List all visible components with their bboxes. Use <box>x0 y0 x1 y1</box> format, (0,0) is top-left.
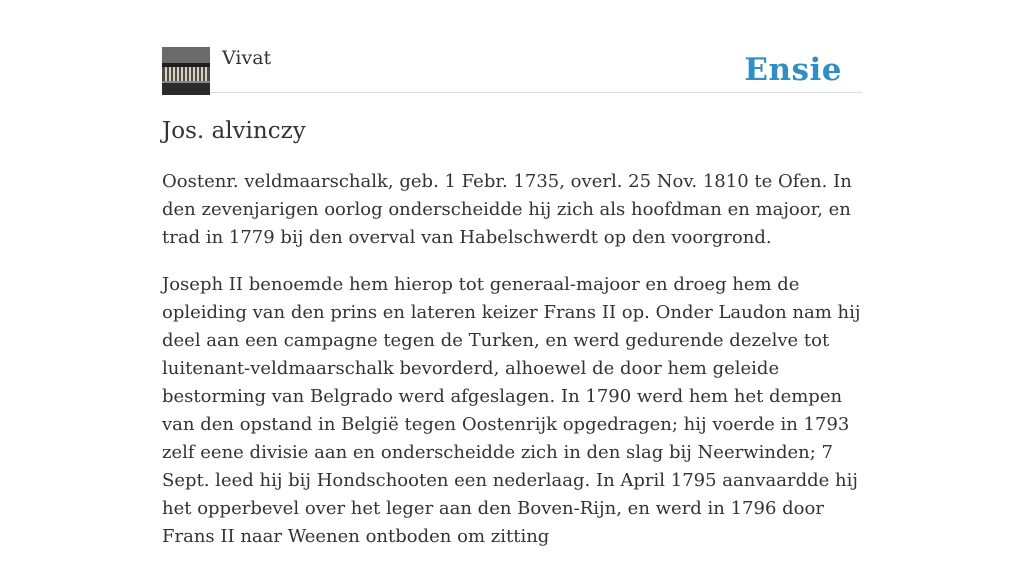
article-paragraph: Joseph II benoemde hem hierop tot generaal-majoor en droeg hem de opleiding van den prins en lateren keizer Frans II op. Onder Laudon nam hij deel aan een campagne tegen de Turken, en werd gedurende dezelve tot luitenant-veldmaarschalk bevorderd, alhoewel de door hem geleide bestorming van Belgrado werd afgeslagen. In 1790 werd hem het dempen van den opstand in België tegen Oostenrijk opgedragen; hij voerde in 1793 zelf eene divisie aan en onderscheidde zich in den slag bij Neerwinden; 7 Sept. leed hij bij Hondschooten een nederlaag. In April 1795 aanvaardde hij het opperbevel over het leger aan den Boven-Rijn, en werd in 1796 door Frans II naar Weenen ontboden om zitting <box>162 274 861 547</box>
author-name[interactable]: Vivat <box>222 47 272 69</box>
avatar-image-icon <box>162 47 210 95</box>
header-bar <box>162 46 862 93</box>
article-paragraph: Oostenr. veldmaarschalk, geb. 1 Febr. 1735, overl. 25 Nov. 1810 te Ofen. In den zevenjarigen oorlog onderscheidde hij zich als hoofdman en majoor, en trad in 1779 bij den overval van Habelschwerdt op den voorgrond. <box>162 171 852 248</box>
article-body <box>162 168 862 570</box>
brand-logo[interactable]: Ensie <box>744 52 842 88</box>
page-title: Jos. alvinczy <box>162 118 306 144</box>
author-avatar[interactable] <box>162 47 210 95</box>
